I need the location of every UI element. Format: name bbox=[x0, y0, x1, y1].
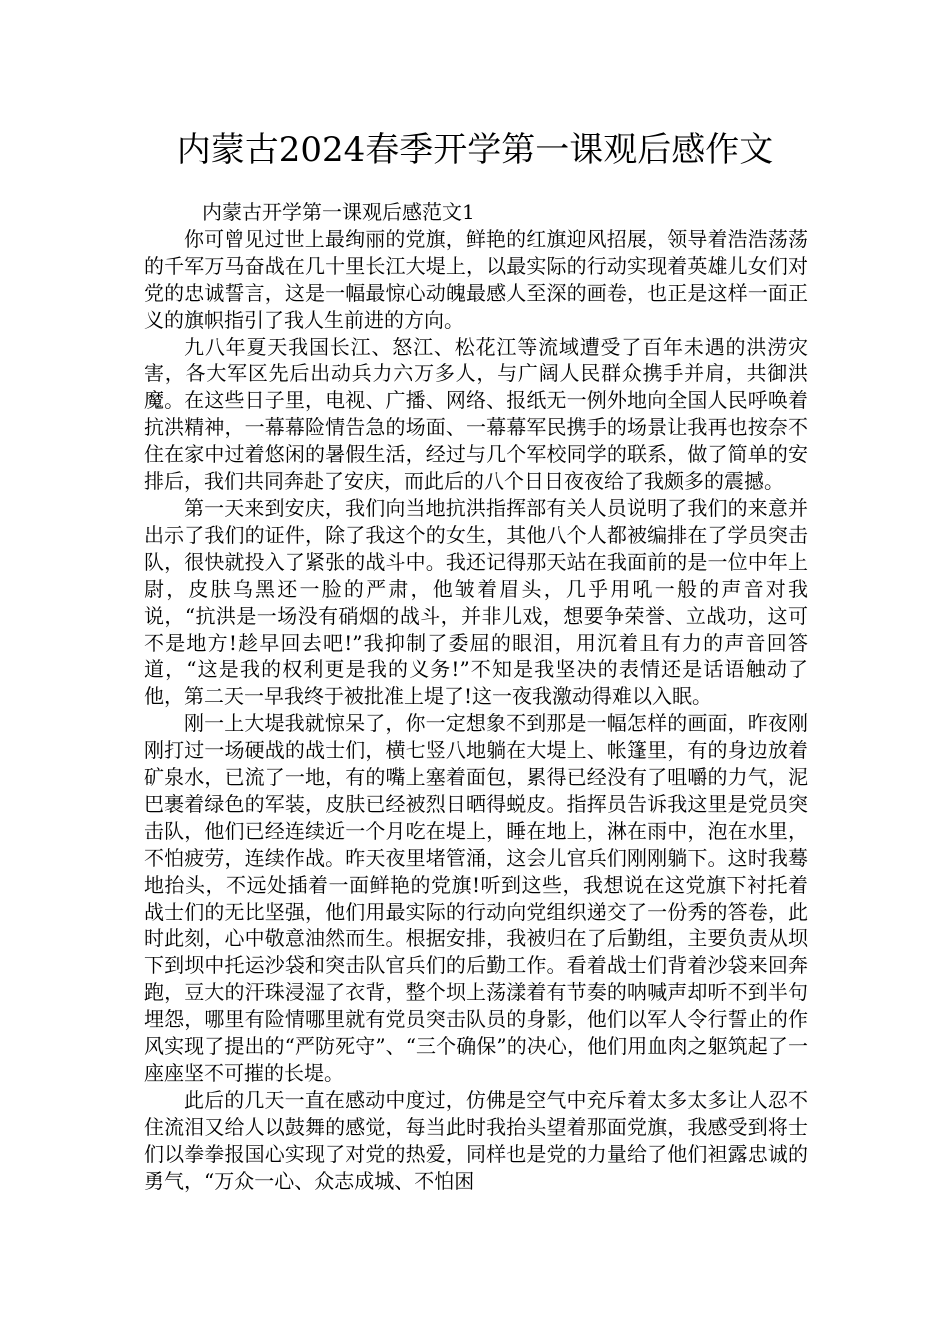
document-title: 内蒙古2024春季开学第一课观后感作文 bbox=[176, 130, 774, 170]
paragraph: 你可曾见过世上最绚丽的党旗，鲜艳的红旗迎风招展，领导着浩浩荡荡的千军万马奋战在几十里长江大堤上，以最实际的行动实现着英雄儿女们对党的忠诚誓言，这是一幅最惊心动魄最感人至深的画卷，也正是这样一面正义的旗帜指引了我人生前进的方向。 bbox=[144, 226, 808, 332]
paragraph: 刚一上大堤我就惊呆了，你一定想象不到那是一幅怎样的画面，昨夜刚刚打过一场硬战的战士们，横七竖八地躺在大堤上、帐篷里，有的身边放着矿泉水，已流了一地，有的嘴上塞着面包，累得已经没有了咀嚼的力气，泥巴裹着绿色的军装，皮肤已经被烈日晒得蜕皮。指挥员告诉我这里是党员突击队，他们已经连续近一个月吃在堤上，睡在地上，淋在雨中，泡在水里，不怕疲劳，连续作战。昨天夜里堵管涌，这会儿官兵们刚刚躺下。这时我蓦地抬头，不远处插着一面鲜艳的党旗!听到这些，我想说在这党旗下衬托着战士们的无比坚强，他们用最实际的行动向党组织递交了一份秀的答卷，此时此刻，心中敬意油然而生。根据安排，我被归在了后勤组，主要负责从坝下到坝中托运沙袋和突击队官兵们的后勤工作。看着战士们背着沙袋来回奔跑，豆大的汗珠浸湿了衣背，整个坝上荡漾着有节奏的呐喊声却听不到半句埋怨，哪里有险情哪里就有党员突击队员的身影，他们以军人令行誓止的作风实现了提出的“严防死守”、“三个确保”的决心，他们用血肉之躯筑起了一座座坚不可摧的长堤。 bbox=[144, 711, 808, 1085]
paragraph: 第一天来到安庆，我们向当地抗洪指挥部有关人员说明了我们的来意并出示了我们的证件，除了我这个的女生，其他八个人都被编排在了学员突击队，很快就投入了紧张的战斗中。我还记得那天站在我面前的是一位中年上尉，皮肤乌黑还一脸的严肃，他皱着眉头，几乎用吼一般的声音对我说，“抗洪是一场没有硝烟的战斗，并非儿戏，想要争荣誉、立战功，这可不是地方!趁早回去吧!”我抑制了委屈的眼泪，用沉着且有力的声音回答道，“这是我的权利更是我的义务!”不知是我坚决的表情还是话语触动了他，第二天一早我终于被批准上堤了!这一夜我激动得难以入眠。 bbox=[144, 495, 808, 709]
document-body bbox=[144, 199, 808, 1195]
paragraph: 此后的几天一直在感动中度过，仿佛是空气中充斥着太多太多让人忍不住流泪又给人以鼓舞的感觉，每当此时我抬头望着那面党旗，我感受到将士们以拳拳报国心实现了对党的热爱，同样也是党的力量给了他们袒露忠诚的勇气，“万众一心、众志成城、不怕困 bbox=[144, 1087, 808, 1193]
paragraph: 九八年夏天我国长江、怒江、松花江等流域遭受了百年未遇的洪涝灾害，各大军区先后出动兵力六万多人，与广阔人民群众携手并肩，共御洪魔。在这些日子里，电视、广播、网络、报纸无一例外地向全国人民呼唤着抗洪精神，一幕幕险情告急的场面、一幕幕军民携手的场景让我再也按奈不住在家中过着悠闲的暑假生活，经过与几个军校同学的联系，做了简单的安排后，我们共同奔赴了安庆，而此后的八个日日夜夜给了我颇多的震撼。 bbox=[144, 334, 808, 494]
section-subtitle: 内蒙古开学第一课观后感范文1 bbox=[202, 200, 475, 224]
